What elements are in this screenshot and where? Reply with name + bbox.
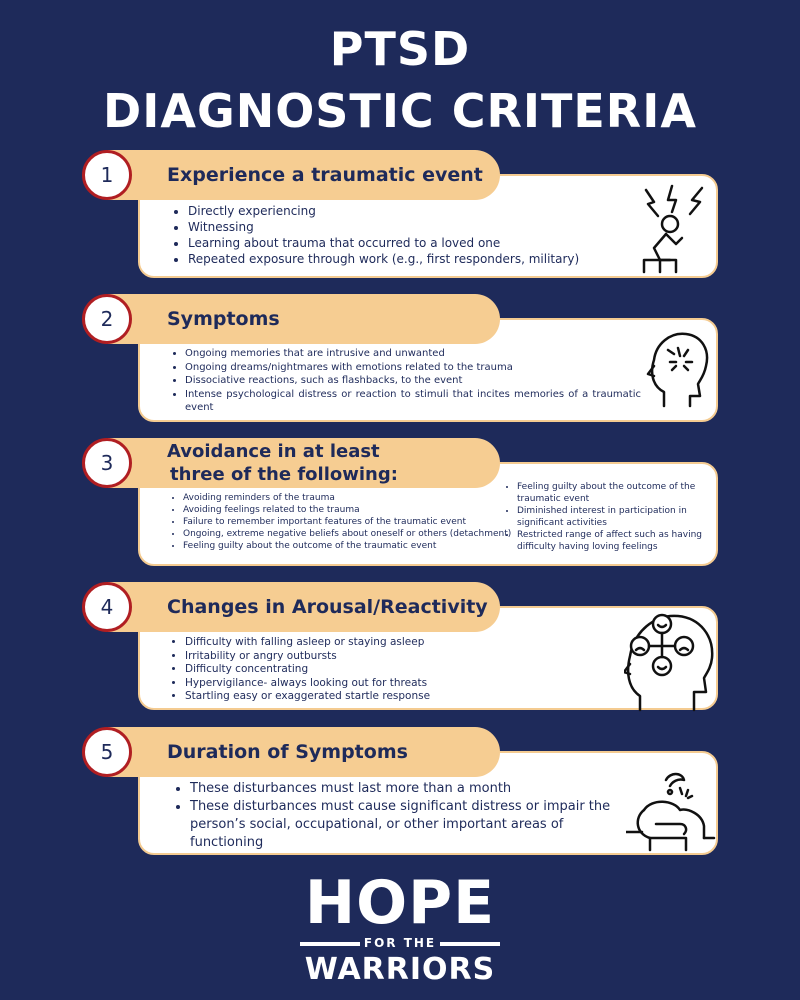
list-item: • Repeated exposure through work (e.g., first responders, military) (188, 251, 628, 267)
title-line-1: PTSD (329, 22, 471, 76)
logo-warriors-text: WARRIORS (304, 952, 496, 987)
criterion-1-list (168, 203, 628, 267)
criterion-2-list (165, 347, 641, 415)
criterion-4-number: 4 (82, 582, 132, 632)
criterion-3-list-left (163, 492, 523, 552)
list-item: • These disturbances must cause significant distress or impair the person’s social, occupational, or other important areas of functioning (190, 798, 630, 852)
hope-for-the-warriors-logo (300, 868, 500, 994)
list-item: • Startling easy or exaggerated startle response (185, 690, 625, 704)
criterion-5-number: 5 (82, 727, 132, 777)
logo-for-the-text: FOR THE (363, 936, 437, 950)
logo-hope-text: HOPE (304, 868, 496, 938)
list-item: • Ongoing memories that are intrusive and unwanted (185, 347, 641, 361)
criterion-5-heading: Duration of Symptoms (167, 741, 408, 763)
criterion-3-number: 3 (82, 438, 132, 488)
title-line-2: DIAGNOSTIC CRITERIA (103, 84, 697, 138)
list-item: • Diminished interest in participation in significant activities (517, 505, 717, 529)
list-item: • Feeling guilty about the outcome of the traumatic event (183, 540, 523, 552)
list-item: • Directly experiencing (188, 203, 628, 219)
person-head-down-icon (626, 770, 716, 852)
criterion-3-heading-line-2: three of the following: (170, 464, 398, 485)
list-item: • Difficulty concentrating (185, 663, 625, 677)
list-item: • Dissociative reactions, such as flashbacks, to the event (185, 374, 641, 388)
list-item: • These disturbances must last more than a month (190, 780, 630, 798)
list-item: • Avoiding reminders of the trauma (183, 492, 523, 504)
list-item: • Hypervigilance- always looking out for threats (185, 677, 625, 691)
criterion-1-heading: Experience a traumatic event (167, 164, 483, 186)
list-item: • Intense psychological distress or reaction to stimuli that incites memories of a traumatic event (185, 388, 641, 415)
criterion-3-list-right (497, 481, 717, 553)
criterion-2-number: 2 (82, 294, 132, 344)
list-item: • Witnessing (188, 219, 628, 235)
criterion-4-list (165, 636, 625, 704)
criterion-4-heading: Changes in Arousal/Reactivity (167, 596, 488, 618)
list-item: • Restricted range of affect such as having difficulty having loving feelings (517, 529, 717, 553)
stressed-person-icon (636, 180, 716, 275)
list-item: • Feeling guilty about the outcome of the traumatic event (517, 481, 717, 505)
list-item: • Ongoing dreams/nightmares with emotions related to the trauma (185, 361, 641, 375)
list-item: • Avoiding feelings related to the trauma (183, 504, 523, 516)
list-item: • Irritability or angry outbursts (185, 650, 625, 664)
head-emotions-icon (624, 610, 716, 712)
criterion-3-heading-line-1: Avoidance in at least (167, 441, 380, 462)
criterion-2-heading: Symptoms (167, 308, 280, 330)
list-item: • Difficulty with falling asleep or staying asleep (185, 636, 625, 650)
list-item: • Learning about trauma that occurred to a loved one (188, 235, 628, 251)
criterion-5-list (170, 780, 630, 852)
list-item: • Failure to remember important features of the traumatic event (183, 516, 523, 528)
list-item: • Ongoing, extreme negative beliefs about oneself or others (detachment) (183, 528, 523, 540)
head-distress-icon (644, 326, 712, 410)
criterion-1-number: 1 (82, 150, 132, 200)
